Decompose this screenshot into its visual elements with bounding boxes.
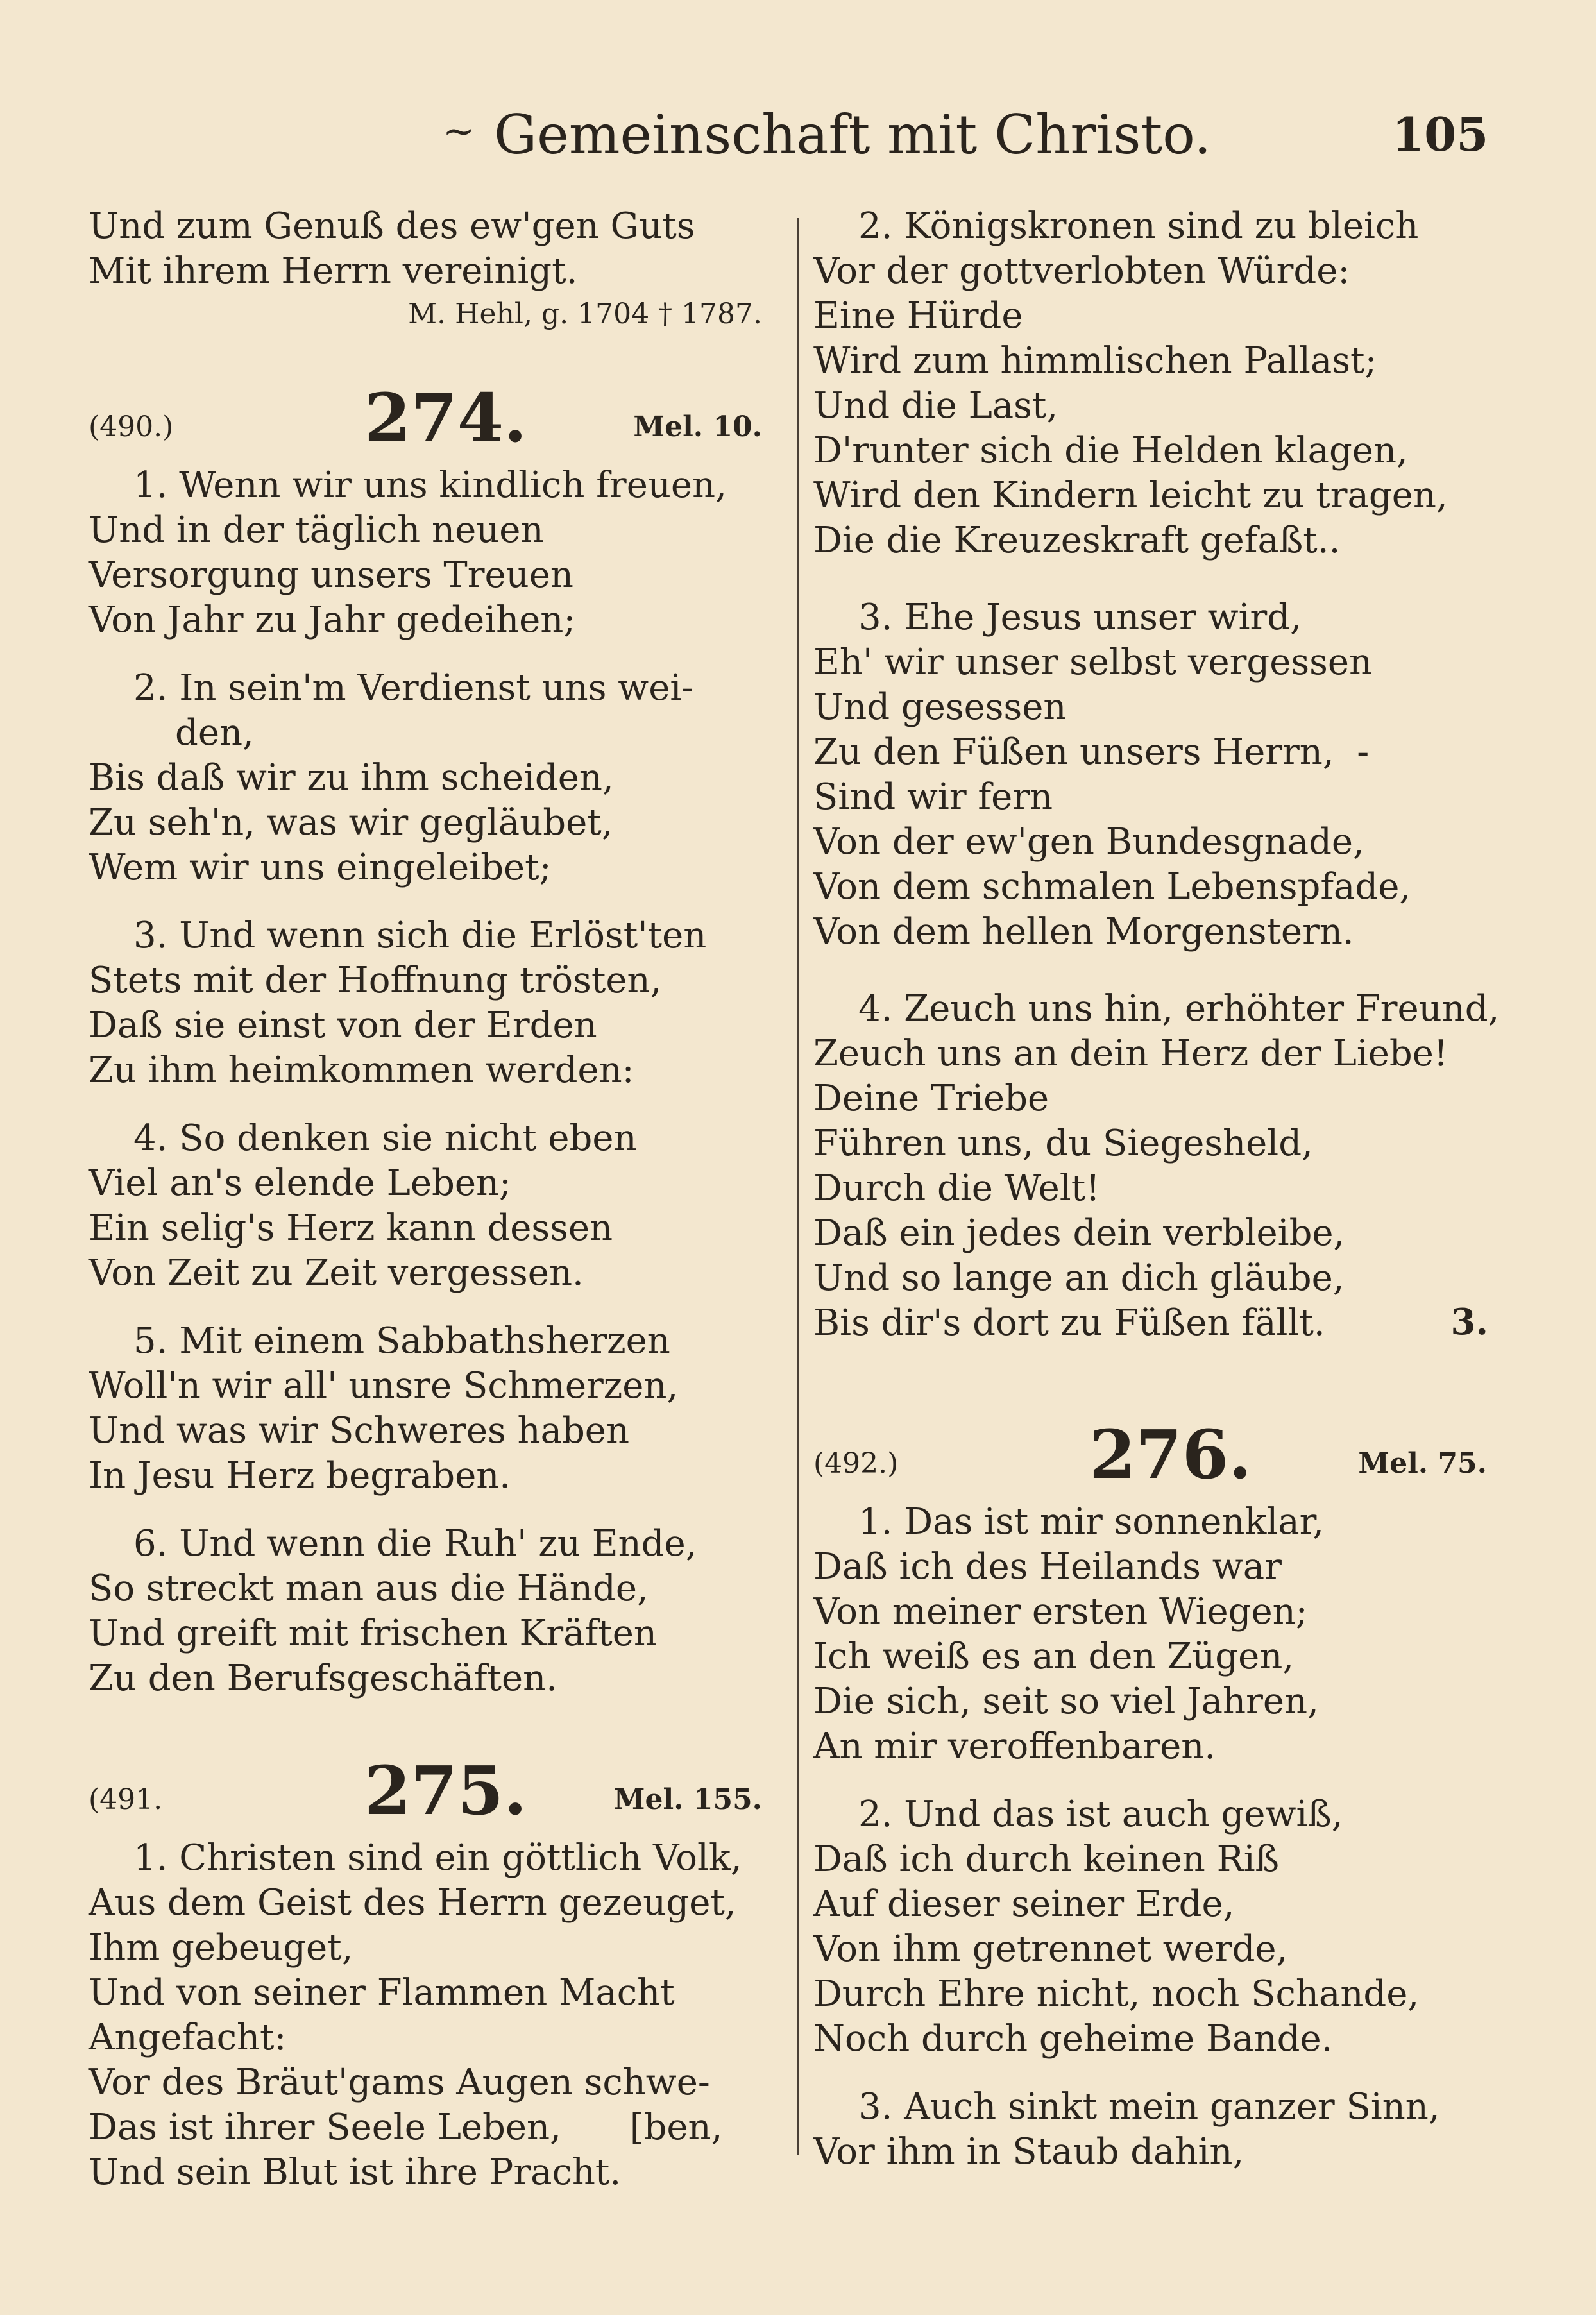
verse-line: 6. Und wenn die Ruh' zu Ende,	[133, 1523, 697, 1565]
hymn-reference: (491.	[89, 1783, 163, 1816]
verse-line: Von meiner ersten Wiegen;	[813, 1591, 1308, 1632]
verse-line: Wem wir uns eingeleibet;	[89, 847, 552, 888]
stanza	[89, 1522, 768, 1701]
verse-line: Versorgung unsers Treuen	[89, 554, 573, 596]
page-number: 105	[1392, 107, 1489, 162]
verse-line: Das ist ihrer Seele Leben, [ben,	[89, 2107, 723, 2148]
verse-line: 2. Und das ist auch gewiß,	[858, 1793, 1343, 1835]
stanza	[813, 1500, 1493, 1769]
verse-line: Bis daß wir zu ihm scheiden,	[89, 757, 614, 799]
verse-line: 1. Christen sind ein göttlich Volk,	[133, 1837, 742, 1879]
stanza	[813, 987, 1500, 1346]
verse-line: Durch Ehre nicht, noch Schande,	[813, 1973, 1420, 2015]
author-attribution: M. Hehl, g. 1704 † 1787.	[408, 298, 762, 330]
verse-line: Eine Hürde	[813, 295, 1023, 337]
verse-line: Daß ich des Heilands war	[813, 1546, 1282, 1588]
verse-line: Vor des Bräut'gams Augen schwe-	[89, 2062, 710, 2103]
verse-line: Von Zeit zu Zeit vergessen.	[89, 1252, 584, 1294]
verse-line: 2. In sein'm Verdienst uns wei-	[133, 667, 694, 709]
verse-line: 3. Ehe Jesus unser wird,	[858, 597, 1302, 638]
verse-line: 4. So denken sie nicht eben	[133, 1117, 637, 1159]
verse-line: den,	[175, 712, 254, 754]
verse-line: Deine Triebe	[813, 1078, 1049, 1119]
hymn-header	[813, 1416, 1493, 1500]
verse-line: Zu den Füßen unsers Herrn, -	[813, 731, 1370, 773]
hymn-reference: (490.)	[89, 411, 174, 443]
verse-line: Auf dieser seiner Erde,	[813, 1883, 1235, 1925]
hymn-number: 276.	[1089, 1415, 1252, 1494]
verse-line: Zu seh'n, was wir gegläubet,	[89, 802, 613, 844]
verse-line: Vor der gottverlobten Würde:	[813, 250, 1350, 292]
hymn-melody: Mel. 155.	[613, 1783, 762, 1816]
verse-line: Die sich, seit so viel Jahren,	[813, 1681, 1319, 1722]
verse-line: Und von seiner Flammen Macht	[89, 1972, 675, 2014]
hymn-header	[89, 380, 768, 463]
verse-line: Daß ein jedes dein verbleibe,	[813, 1212, 1345, 1254]
verse-line: Noch durch geheime Bande.	[813, 2018, 1333, 2060]
verse-line: Vor ihm in Staub dahin,	[813, 2131, 1244, 2173]
verse-line: Woll'n wir all' unsre Schmerzen,	[89, 1365, 679, 1407]
verse-line: 1. Wenn wir uns kindlich freuen,	[133, 464, 727, 506]
verse-line: An mir veroffenbaren.	[813, 1726, 1216, 1767]
running-head-mark: ~	[443, 109, 475, 154]
verse-line: Daß sie einst von der Erden	[89, 1005, 597, 1046]
verse-line: Daß ich durch keinen Riß	[813, 1838, 1280, 1880]
verse-line: Von ihm getrennet werde,	[813, 1928, 1288, 1970]
verse-line: Von der ew'gen Bundesgnade,	[813, 821, 1364, 863]
stanza	[813, 595, 1493, 954]
signature-mark: 3.	[1450, 1301, 1488, 1343]
verse-line: In Jesu Herz begraben.	[89, 1455, 511, 1497]
verse-line: Und was wir Schweres haben	[89, 1410, 630, 1452]
verse-line: Zeuch uns an dein Herz der Liebe!	[813, 1033, 1448, 1074]
verse-line: Aus dem Geist des Herrn gezeuget,	[89, 1882, 736, 1924]
verse-line: 1. Das ist mir sonnenklar,	[858, 1501, 1325, 1543]
verse-line: 2. Königskronen sind zu bleich	[858, 205, 1419, 247]
verse-line: Zu ihm heimkommen werden:	[89, 1049, 634, 1091]
verse-line: Durch die Welt!	[813, 1167, 1100, 1209]
hymn-header	[89, 1752, 768, 1836]
verse-line: Bis dir's dort zu Füßen fällt.	[813, 1302, 1325, 1344]
verse-line: Führen uns, du Siegesheld,	[813, 1123, 1313, 1164]
verse-line: Und sein Blut ist ihre Pracht.	[89, 2151, 622, 2193]
verse-line: Zu den Berufsgeschäften.	[89, 1658, 558, 1699]
stanza	[89, 463, 768, 643]
stanza	[89, 1319, 768, 1498]
verse-line: Angefacht:	[89, 2017, 287, 2058]
verse-line: Ihm gebeuget,	[89, 1927, 353, 1969]
verse-line: 4. Zeuch uns hin, erhöhter Freund,	[858, 988, 1500, 1030]
verse-line: Und die Last,	[813, 385, 1058, 427]
verse-line: Die die Kreuzeskraft gefaßt..	[813, 520, 1341, 561]
verse-line: Und gesessen	[813, 686, 1067, 728]
verse-line: Wird den Kindern leicht zu tragen,	[813, 475, 1448, 516]
verse-line: 5. Mit einem Sabbathsherzen	[133, 1320, 670, 1362]
verse-line: Und zum Genuß des ew'gen Guts	[89, 205, 695, 247]
verse-line: Eh' wir unser selbst vergessen	[813, 641, 1373, 683]
verse-line: Von dem schmalen Lebenspfade,	[813, 866, 1411, 908]
stanza	[89, 913, 768, 1093]
right-column	[813, 204, 1500, 2175]
running-head-title: Gemeinschaft mit Christo.	[494, 103, 1212, 166]
stanza	[813, 1792, 1493, 2062]
left-column	[89, 204, 768, 2195]
verse-line: Wird zum himmlischen Pallast;	[813, 340, 1377, 382]
column-divider	[797, 218, 799, 2155]
verse-line: Viel an's elende Leben;	[89, 1162, 511, 1204]
stanza	[89, 1116, 768, 1296]
hymn-reference: (492.)	[813, 1447, 899, 1480]
verse-line: Sind wir fern	[813, 776, 1053, 818]
verse-line: Mit ihrem Herrn vereinigt.	[89, 250, 578, 292]
verse-line: Und greift mit frischen Kräften	[89, 1613, 657, 1654]
hymn-melody: Mel. 75.	[1358, 1447, 1487, 1480]
stanza	[89, 666, 768, 890]
verse-line: 3. Und wenn sich die Erlöst'ten	[133, 915, 707, 956]
verse-line: Ein selig's Herz kann dessen	[89, 1207, 613, 1249]
stanza	[813, 204, 1493, 563]
verse-line: Von dem hellen Morgenstern.	[813, 911, 1354, 953]
verse-line: 3. Auch sinkt mein ganzer Sinn,	[858, 2086, 1440, 2128]
verse-line: Und in der täglich neuen	[89, 509, 544, 551]
stanza	[813, 2085, 1493, 2175]
verse-line: Ich weiß es an den Zügen,	[813, 1636, 1295, 1677]
verse-line: So streckt man aus die Hände,	[89, 1568, 649, 1609]
hymn-number: 275.	[364, 1751, 527, 1830]
verse-line: D'runter sich die Helden klagen,	[813, 430, 1408, 471]
stanza	[89, 1836, 768, 2195]
hymn-melody: Mel. 10.	[633, 411, 762, 443]
verse-line: Stets mit der Hoffnung trösten,	[89, 960, 662, 1001]
hymn-number: 274.	[364, 378, 527, 457]
verse-line: Von Jahr zu Jahr gedeihen;	[89, 599, 576, 641]
verse-line: Und so lange an dich gläube,	[813, 1257, 1345, 1299]
